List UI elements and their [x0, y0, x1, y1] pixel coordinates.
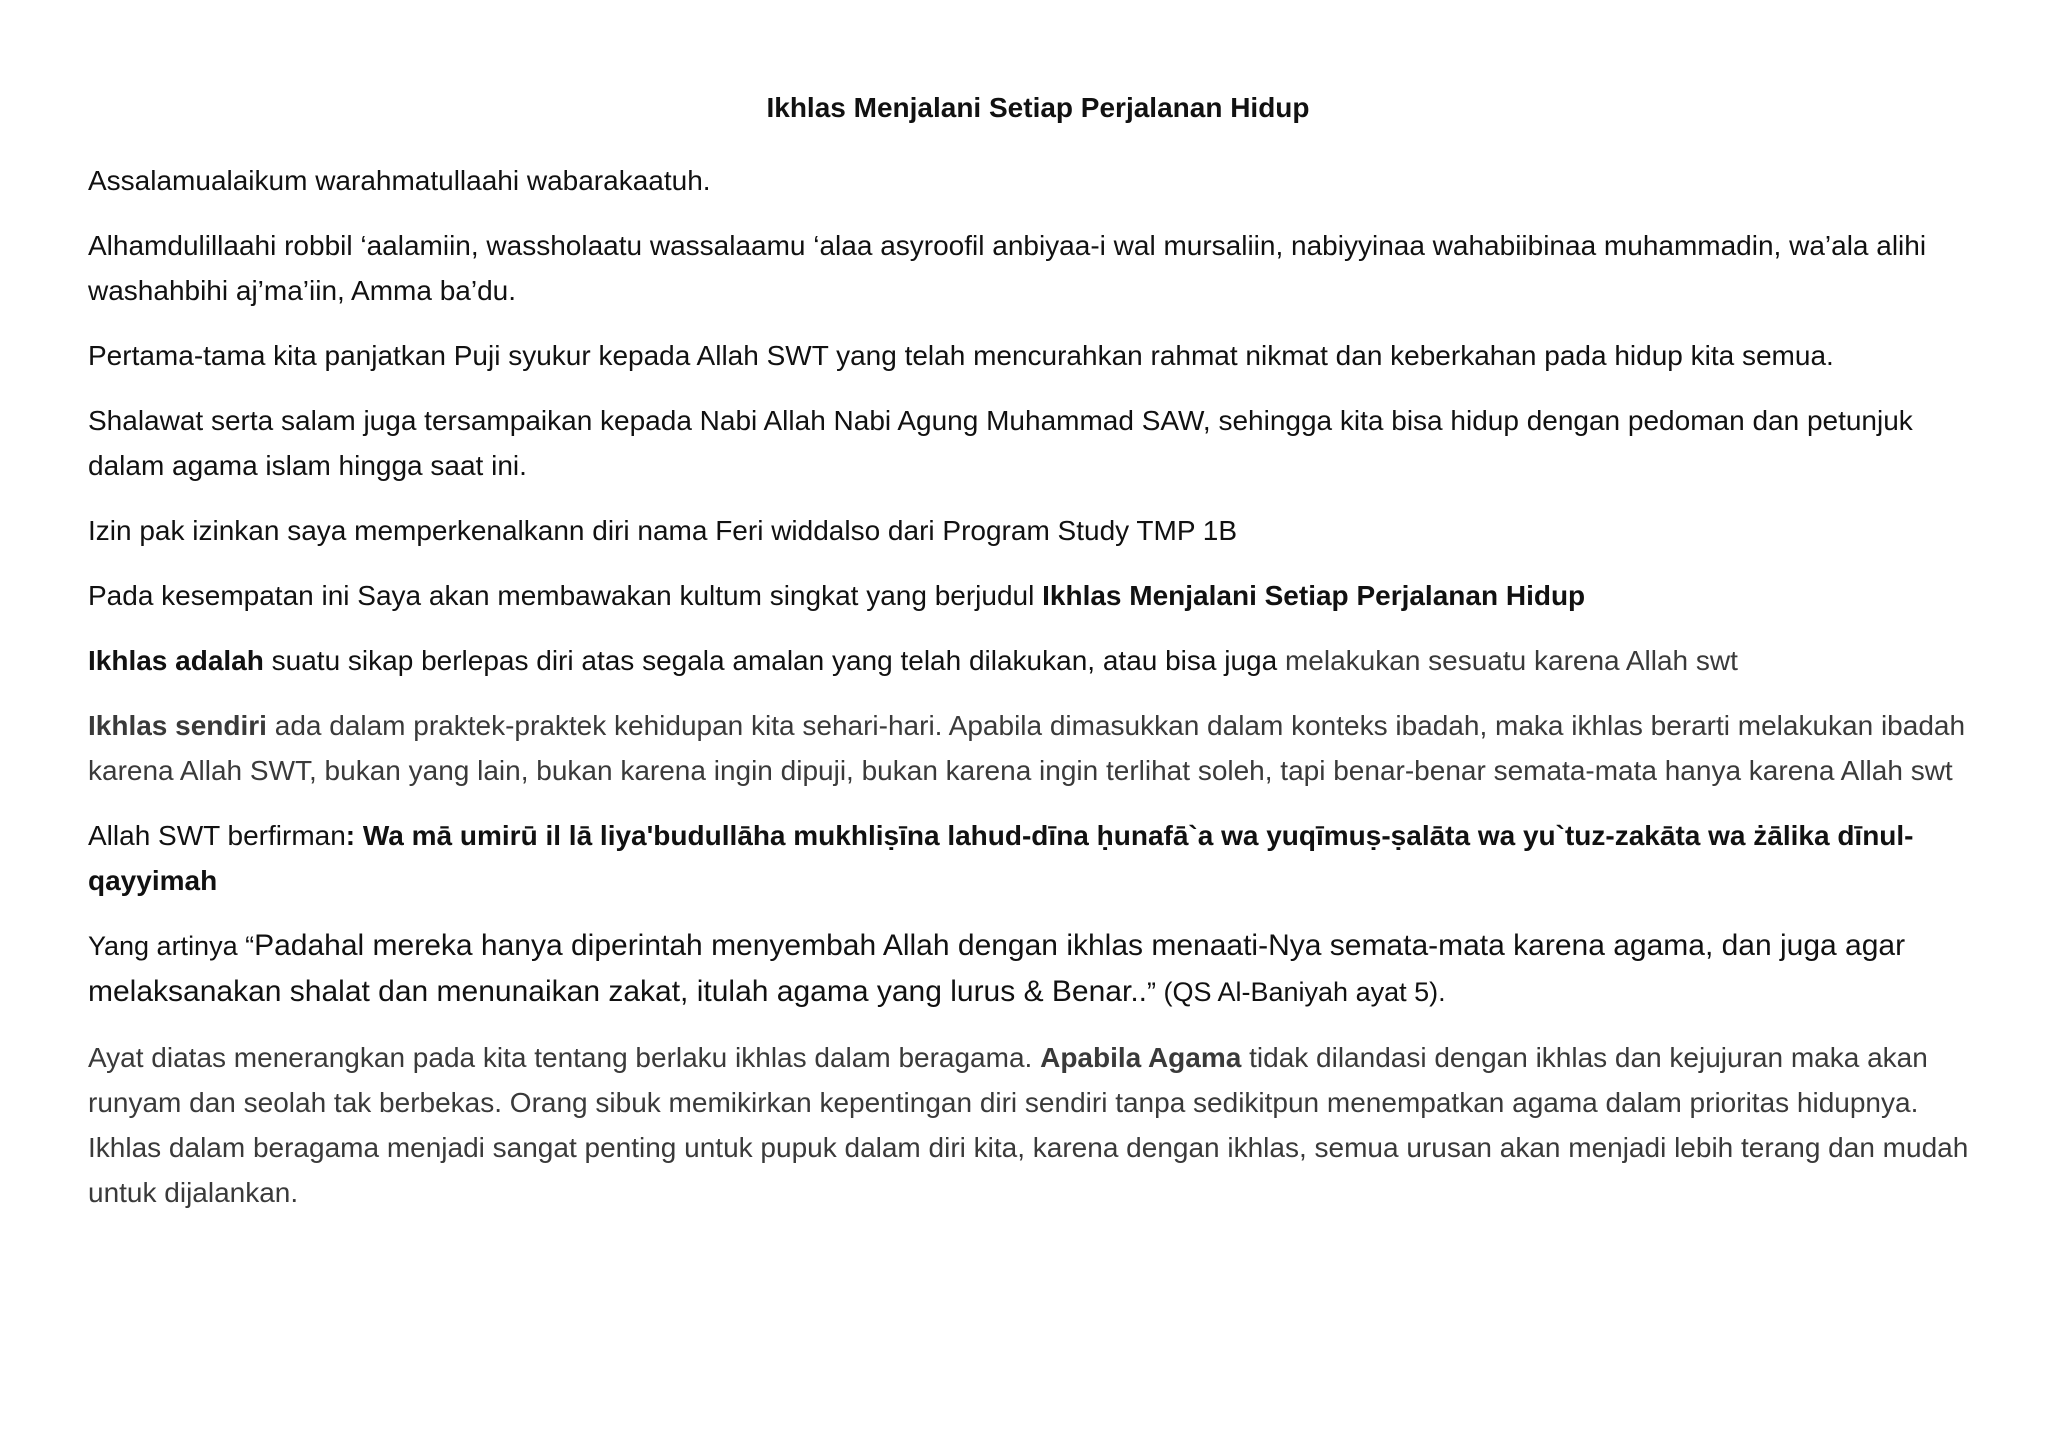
opening-prayer-paragraph: Alhamdulillaahi robbil ‘aalamiin, wassholaatu wassalaamu ‘alaa asyroofil anbiyaa-i wal mursaliin, nabiyyinaa wahabiibinaa muhammadin, wa’ala alihi washahbihi aj’ma’iin, Amma ba’du.	[88, 230, 1927, 306]
definition-term: Ikhlas adalah	[88, 645, 264, 676]
translation-prefix: Yang artinya “	[88, 931, 255, 961]
definition-text: suatu sikap berlepas diri atas segala amalan yang telah dilakukan, atau bisa juga	[263, 645, 1285, 676]
gratitude-paragraph: Pertama-tama kita panjatkan Puji syukur kepada Allah SWT yang telah mencurahkan rahmat nikmat dan keberkahan pada hidup kita semua.	[88, 340, 1834, 371]
verse-arabic-transliteration: : Wa mā umirū il lā liya'budullāha mukhliṣīna lahud-dīna ḥunafā`a wa yuqīmuṣ-ṣalāta wa yu`tuz-zakāta wa żālika dīnul-qayyimah	[88, 820, 1914, 896]
definition-text-gray: melakukan sesuatu karena Allah swt	[1284, 645, 1738, 676]
explanation-text-1: Ayat diatas menerangkan pada kita tentang berlaku ikhlas dalam beragama.	[88, 1042, 1041, 1073]
topic-paragraph	[88, 573, 1988, 618]
translation-quote: Padahal mereka hanya diperintah menyembah Allah dengan ikhlas menaati-Nya semata-mata karena agama, dan juga agar melaksanakan shalat dan menunaikan zakat, itulah agama yang lurus & Benar..	[88, 929, 1906, 1008]
verse-paragraph	[88, 813, 1988, 903]
practice-term: Ikhlas sendiri	[88, 710, 267, 741]
translation-citation: ” (QS Al-Baniyah ayat 5).	[1147, 977, 1446, 1007]
definition-paragraph	[88, 638, 1988, 683]
explanation-term: Apabila Agama	[1040, 1042, 1242, 1073]
practice-paragraph	[88, 703, 1988, 793]
greeting-paragraph: Assalamualaikum warahmatullaahi wabarakaatuh.	[88, 165, 711, 196]
verse-intro: Allah SWT berfirman	[88, 820, 346, 851]
shalawat-paragraph: Shalawat serta salam juga tersampaikan kepada Nabi Allah Nabi Agung Muhammad SAW, sehingga kita bisa hidup dengan pedoman dan petunjuk dalam agama islam hingga saat ini.	[88, 405, 1913, 481]
translation-paragraph	[88, 923, 1988, 1015]
document-title: Ikhlas Menjalani Setiap Perjalanan Hidup	[766, 92, 1310, 123]
topic-title: Ikhlas Menjalani Setiap Perjalanan Hidup	[1042, 580, 1586, 611]
explanation-paragraph	[88, 1035, 1988, 1215]
practice-text: ada dalam praktek-praktek kehidupan kita sehari-hari. Apabila dimasukkan dalam konteks ibadah, maka ikhlas berarti melakukan ibadah karena Allah SWT, bukan yang lain, bukan karena ingin dipuji, bukan karena ingin terlihat soleh, tapi benar-benar semata-mata hanya karena Allah swt	[88, 710, 1966, 786]
topic-text: Pada kesempatan ini Saya akan membawakan kultum singkat yang berjudul	[88, 580, 1043, 611]
explanation-text-2: tidak dilandasi dengan ikhlas dan kejujuran maka akan runyam dan seolah tak berbekas. Orang sibuk memikirkan kepentingan diri sendiri tanpa sedikitpun menempatkan agama dalam prioritas hidupnya. Ikhlas dalam beragama menjadi sangat penting untuk pupuk dalam diri kita, karena dengan ikhlas, semua urusan akan menjadi lebih terang dan mudah untuk dijalankan.	[88, 1042, 1969, 1208]
introduction-paragraph: Izin pak izinkan saya memperkenalkann diri nama Feri widdalso dari Program Study TMP 1B	[88, 515, 1238, 546]
